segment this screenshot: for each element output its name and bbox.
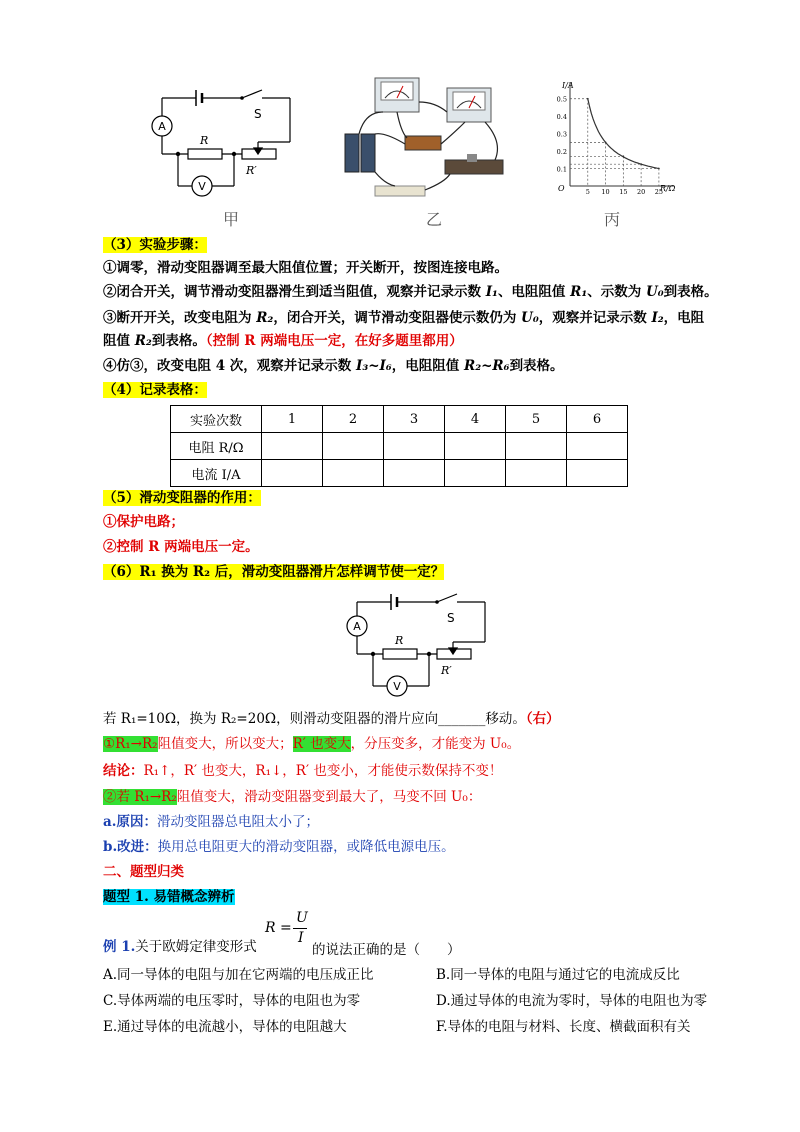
formula-numerator: U	[296, 910, 308, 926]
s6-heading: （6）R₁ 换为 R₂ 后，滑动变阻器滑片怎样调节使一定？	[103, 564, 445, 580]
option-c: C.导体两端的电压零时，导体的电阻也为零	[103, 993, 361, 1009]
table-cell	[262, 460, 323, 487]
part2-heading: 二、题型归类	[103, 864, 184, 880]
table-cell	[445, 433, 506, 460]
table-row	[171, 433, 628, 460]
table-cell	[567, 433, 628, 460]
table-cell: 1	[262, 406, 323, 433]
table-cell	[567, 460, 628, 487]
graph-origin-label: O	[558, 184, 565, 193]
graph-x-axis-label: R/Ω	[660, 184, 676, 193]
s6-answer: （右）	[525, 711, 560, 727]
example1-tail: 的说法正确的是（ ）	[312, 942, 461, 958]
table-cell: 实验次数	[171, 406, 262, 433]
s6-improve: b.改进：换用总电阻更大的滑动变阻器，或降低电源电压。	[103, 839, 455, 855]
table-row	[171, 460, 628, 487]
rheostat-label: R′	[441, 664, 452, 677]
s3-step1: ①调零，滑动变阻器调至最大阻值位置；开关断开，按图连接电路。	[103, 260, 508, 276]
switch-label: S	[254, 107, 262, 121]
table-cell	[384, 460, 445, 487]
s3-heading: （3）实验步骤：	[103, 237, 207, 253]
ammeter-label: A	[158, 120, 166, 133]
s3-step3-cont: 阻值 R₂到表格。（控制 R 两端电压一定，在好多题里都用）	[103, 333, 463, 349]
table-cell	[506, 433, 567, 460]
example-label: 例 1.	[103, 939, 136, 955]
fraction-bar	[293, 928, 307, 929]
table-cell: 电阻 R/Ω	[171, 433, 262, 460]
s5-point2: ②控制 R 两端电压一定。	[103, 539, 259, 555]
figure-label-bing: 丙	[604, 210, 621, 229]
s5-point1: ①保护电路；	[103, 514, 184, 530]
table-cell: 3	[384, 406, 445, 433]
x-tick-label: 10	[601, 188, 610, 196]
table-cell	[506, 460, 567, 487]
x-tick-label: 5	[585, 188, 590, 196]
s6-analysis1: ①R₁→R₂阻值变大，所以变大；R′ 也变大，分压变多，才能变为 U₀。	[103, 736, 521, 752]
switch-label: S	[447, 611, 455, 625]
table-cell: 电流 I/A	[171, 460, 262, 487]
s3-step2: ②闭合开关，调节滑动变阻器滑生到适当阻值，观察并记录示数 I₁、电阻阻值 R₁、示数为 U₀到表格。	[103, 284, 718, 300]
y-tick-label: 0.1	[556, 165, 567, 174]
rheostat-label: R′	[246, 164, 257, 177]
circuit-diagram-2	[345, 588, 495, 706]
x-tick-label: 20	[636, 188, 646, 196]
table-cell	[323, 460, 384, 487]
formula-lhs: R =	[265, 920, 292, 936]
s3-step4: ④仿③，改变电阻 4 次，观察并记录示数 I₃~I₆，电阻阻值 R₂~R₆到表格。	[103, 358, 564, 374]
s5-heading-row	[103, 489, 261, 507]
s3-note: （控制 R 两端电压一定，在好多题里都用）	[205, 333, 463, 349]
x-tick-label: 25	[654, 188, 664, 196]
option-b: B.同一导体的电阻与通过它的电流成反比	[436, 967, 680, 983]
s6-reason: a.原因：滑动变阻器总电阻太小了；	[103, 814, 319, 830]
option-f: F.导体的电阻与材料、长度、横截面积有关	[436, 1019, 691, 1035]
s3-step3: ③断开开关，改变电阻为 R₂，闭合开关，调节滑动变阻器使示数仍为 U₀，观察并记录示数 I₂，电阻	[103, 310, 705, 326]
s6-heading-row	[103, 563, 444, 581]
resistor-label: R	[200, 134, 209, 147]
table-cell	[384, 433, 445, 460]
table-header-row	[171, 406, 628, 433]
figure-label-jia: 甲	[223, 210, 240, 229]
table-cell: 5	[506, 406, 567, 433]
y-tick-label: 0.5	[556, 95, 567, 104]
table-cell: 4	[445, 406, 506, 433]
s5-heading: （5）滑动变阻器的作用：	[103, 490, 261, 506]
figure-label-yi: 乙	[426, 210, 443, 229]
s3-heading-row	[103, 236, 207, 254]
s4-heading-row	[103, 381, 207, 399]
y-tick-label: 0.4	[556, 113, 567, 122]
y-tick-label: 0.3	[556, 130, 567, 139]
option-d: D.通过导体的电流为零时，导体的电阻也为零	[436, 993, 708, 1009]
apparatus-illustration	[335, 72, 515, 207]
type1-heading-row	[103, 888, 235, 906]
table-cell	[323, 433, 384, 460]
ammeter-label: A	[353, 620, 361, 633]
voltmeter-label: V	[393, 680, 401, 693]
table-cell: 2	[323, 406, 384, 433]
option-a: A.同一导体的电阻与加在它两端的电压成正比	[103, 967, 374, 983]
s6-conclusion: 结论：R₁↑，R′ 也变大，R₁↓，R′ 也变小，才能使示数保持不变！	[103, 763, 503, 779]
example1-line: 例 1.关于欧姆定律变形式	[103, 939, 257, 955]
x-tick-label: 15	[619, 188, 628, 196]
s6-question: 若 R₁=10Ω，换为 R₂=20Ω，则滑动变阻器的滑片应向_______移动。（右）	[103, 711, 560, 727]
resistor-label: R	[395, 634, 404, 647]
y-tick-label: 0.2	[556, 148, 567, 157]
table-cell	[262, 433, 323, 460]
s6-analysis2: ②若 R₁→R₂阻值变大，滑动变阻器变到最大了，马变不回 U₀：	[103, 789, 482, 805]
circuit-diagram-jia	[150, 78, 300, 208]
type1-heading: 题型 1. 易错概念辨析	[103, 889, 235, 905]
voltmeter-label: V	[198, 180, 206, 193]
s4-heading: （4）记录表格：	[103, 382, 207, 398]
formula-denominator: I	[298, 930, 304, 946]
option-e: E.通过导体的电流越小，导体的电阻越大	[103, 1019, 347, 1035]
i-r-graph	[548, 78, 678, 203]
graph-y-axis-label: I/A	[562, 81, 574, 90]
table-cell: 6	[567, 406, 628, 433]
record-table	[170, 405, 628, 487]
table-cell	[445, 460, 506, 487]
